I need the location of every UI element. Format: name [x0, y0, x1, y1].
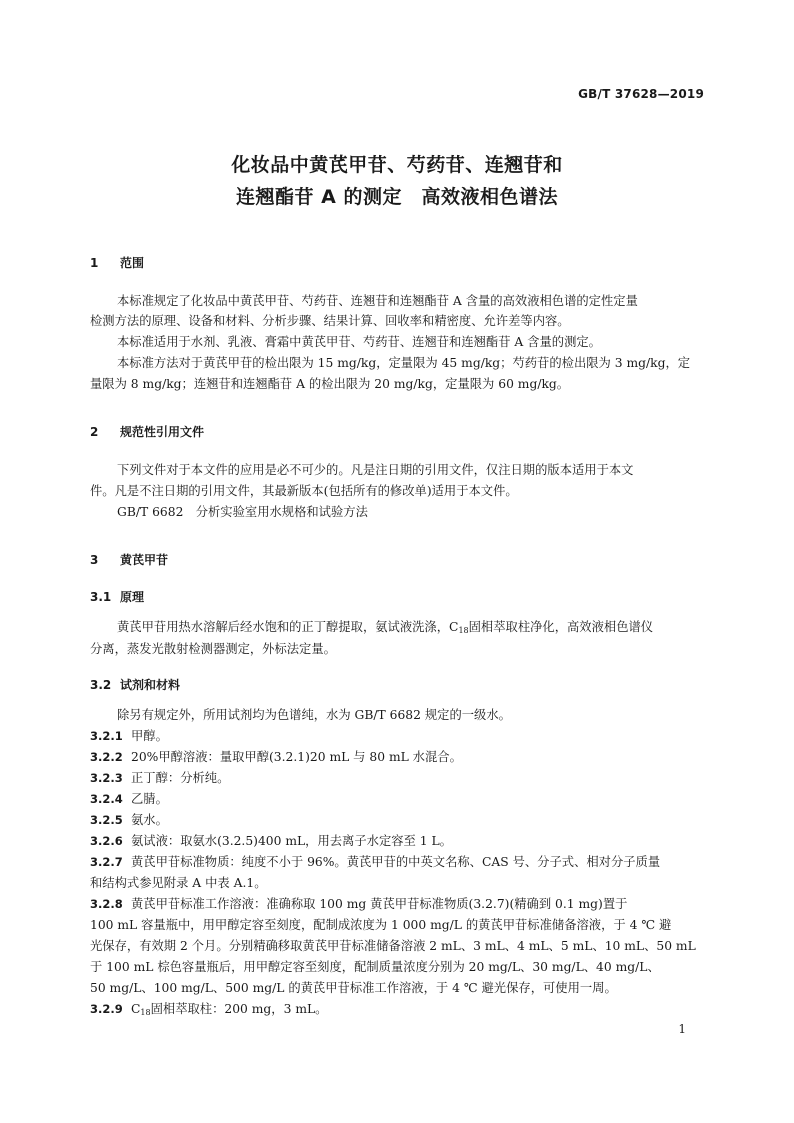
section-title: 原理: [120, 590, 145, 604]
list-item: 3.2.8 黄芪甲苷标准工作溶液：准确称取 100 mg 黄芪甲苷标准物质(3.2.7)(精确到 0.1 mg)置于: [90, 897, 628, 911]
section-3-2-heading: [90, 676, 180, 693]
document-title-line2: 连翘酯苷 A 的测定 高效液相色谱法: [236, 186, 558, 208]
section-title: 规范性引用文件: [120, 425, 205, 439]
normative-reference: GB/T 6682 分析实验室用水规格和试验方法: [117, 505, 368, 519]
list-item: 3.2.2 20%甲醇溶液：量取甲醇(3.2.1)20 mL 与 80 mL 水混合。: [90, 750, 462, 764]
section-number: 3.2: [90, 678, 112, 692]
list-item: 3.2.4 乙腈。: [90, 792, 168, 806]
section-1-heading: [90, 254, 144, 271]
paragraph: 本标准方法对于黄芪甲苷的检出限为 15 mg/kg，定量限为 45 mg/kg；芍药苷的检出限为 3 mg/kg，定: [117, 356, 691, 370]
paragraph: 件。凡是不注日期的引用文件，其最新版本(包括所有的修改单)适用于本文件。: [90, 484, 518, 498]
paragraph: 检测方法的原理、设备和材料、分析步骤、结果计算、回收率和精密度、允许差等内容。: [90, 314, 570, 328]
section-number: 2: [90, 425, 99, 439]
paragraph: 量限为 8 mg/kg；连翘苷和连翘酯苷 A 的检出限为 20 mg/kg，定量限为 60 mg/kg。: [90, 377, 570, 391]
list-item: 3.2.7 黄芪甲苷标准物质：纯度不小于 96%。黄芪甲苷的中英文名称、CAS 号、分子式、相对分子质量: [90, 855, 661, 869]
section-title: 范围: [120, 256, 145, 270]
paragraph: 除另有规定外，所用试剂均为色谱纯，水为 GB/T 6682 规定的一级水。: [117, 708, 511, 722]
section-number: 3: [90, 553, 99, 567]
list-item-continuation: 光保存，有效期 2 个月。分别精确移取黄芪甲苷标准储备溶液 2 mL、3 mL、4 mL、5 mL、10 mL、50 mL: [90, 939, 696, 953]
list-item-continuation: 50 mg/L、100 mg/L、500 mg/L 的黄芪甲苷标准工作溶液，于 4 ℃ 避光保存，可使用一周。: [90, 981, 617, 995]
page-number: 1: [678, 1022, 686, 1036]
paragraph: 本标准适用于水剂、乳液、膏霜中黄芪甲苷、芍药苷、连翘苷和连翘酯苷 A 含量的测定。: [117, 335, 601, 349]
section-3-heading: [90, 551, 168, 568]
list-item: 3.2.9 $C_{18}$固相萃取柱：200 mg，3 mL。: [90, 1002, 328, 1017]
section-number: 1: [90, 256, 99, 270]
section-title: 黄芪甲苷: [120, 553, 169, 567]
section-3-1-heading: [90, 588, 144, 605]
paragraph: 本标准规定了化妆品中黄芪甲苷、芍药苷、连翘苷和连翘酯苷 A 含量的高效液相色谱的定性定量: [117, 294, 638, 308]
paragraph: 黄芪甲苷用热水溶解后经水饱和的正丁醇提取，氨试液洗涤，$C_{18}$固相萃取柱净化，高效液相色谱仪: [117, 620, 654, 635]
list-item: 3.2.6 氨试液：取氨水(3.2.5)400 mL，用去离子水定容至 1 L。: [90, 834, 452, 848]
section-number: 3.1: [90, 590, 112, 604]
standard-number: GB/T 37628—2019: [578, 87, 704, 101]
paragraph: 分离，蒸发光散射检测器测定，外标法定量。: [90, 642, 336, 656]
list-item-continuation: 100 mL 容量瓶中，用甲醇定容至刻度，配制成浓度为 1 000 mg/L 的黄芪甲苷标准储备溶液，于 4 ℃ 避: [90, 918, 672, 932]
list-item: 3.2.5 氨水。: [90, 813, 168, 827]
list-item: 3.2.3 正丁醇：分析纯。: [90, 771, 230, 785]
list-item: 3.2.1 甲醇。: [90, 729, 168, 743]
paragraph: 下列文件对于本文件的应用是必不可少的。凡是注日期的引用文件，仅注日期的版本适用于本文: [117, 463, 634, 477]
list-item-continuation: 和结构式参见附录 A 中表 A.1。: [90, 876, 267, 890]
document-title-line1: 化妆品中黄芪甲苷、芍药苷、连翘苷和: [231, 154, 563, 176]
list-item-continuation: 于 100 mL 棕色容量瓶后，用甲醇定容至刻度，配制质量浓度分别为 20 mg/L、30 mg/L、40 mg/L、: [90, 960, 660, 974]
section-2-heading: [90, 423, 204, 440]
section-title: 试剂和材料: [120, 678, 181, 692]
